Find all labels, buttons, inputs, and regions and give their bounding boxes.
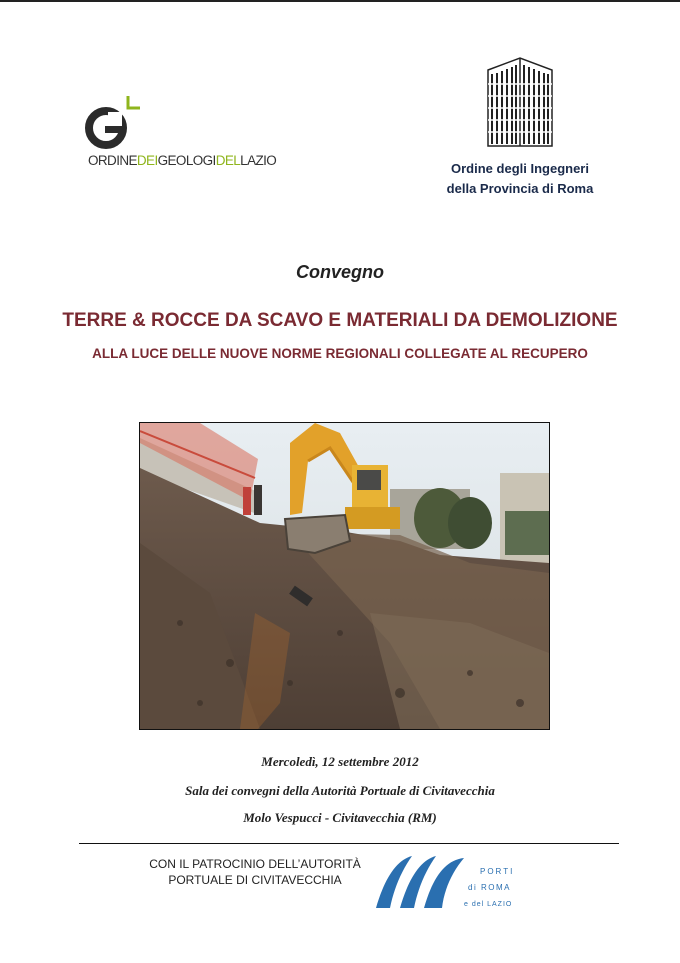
excavation-photo	[139, 422, 550, 730]
geologi-emblem-icon	[84, 92, 154, 154]
porti-logo-line-3: e del LAZIO	[464, 901, 513, 908]
porti-logo-line-1: PORTI	[480, 867, 515, 876]
page-subtitle: ALLA LUCE DELLE NUOVE NORME REGIONALI COLLEGATE AL RECUPERO	[92, 346, 588, 361]
geologi-logo-text: ORDINEDEIGEOLOGIDELLAZIO	[88, 153, 277, 168]
porti-roma-logo	[372, 850, 532, 912]
porti-logo-line-2: di ROMA	[468, 883, 511, 892]
ingegneri-line-2: della Provincia di Roma	[446, 181, 594, 196]
excavator-photo-illustration	[140, 423, 549, 729]
kicker: Convegno	[296, 262, 384, 282]
divider	[79, 843, 619, 844]
event-address: Molo Vespucci - Civitavecchia (RM)	[243, 810, 437, 825]
patronage-text	[130, 856, 380, 888]
ingegneri-line-1: Ordine degli Ingegneri	[451, 161, 589, 176]
ingegneri-name	[420, 159, 620, 199]
patronage-line-2: PORTUALE DI CIVITAVECCHIA	[168, 873, 342, 887]
building-icon	[480, 52, 560, 152]
ingegneri-building-logo	[480, 52, 560, 152]
event-venue: Sala dei convegni della Autorità Portuale di Civitavecchia	[185, 783, 495, 798]
page-title: TERRE & ROCCE DA SCAVO E MATERIALI DA DEMOLIZIONE	[62, 310, 618, 331]
porti-wave-icon	[372, 850, 532, 912]
patronage-line-1: CON IL PATROCINIO DELL’AUTORITÀ	[149, 857, 361, 871]
event-date: Mercoledì, 12 settembre 2012	[261, 754, 419, 769]
top-border	[0, 0, 680, 2]
geologi-logo	[84, 92, 304, 174]
